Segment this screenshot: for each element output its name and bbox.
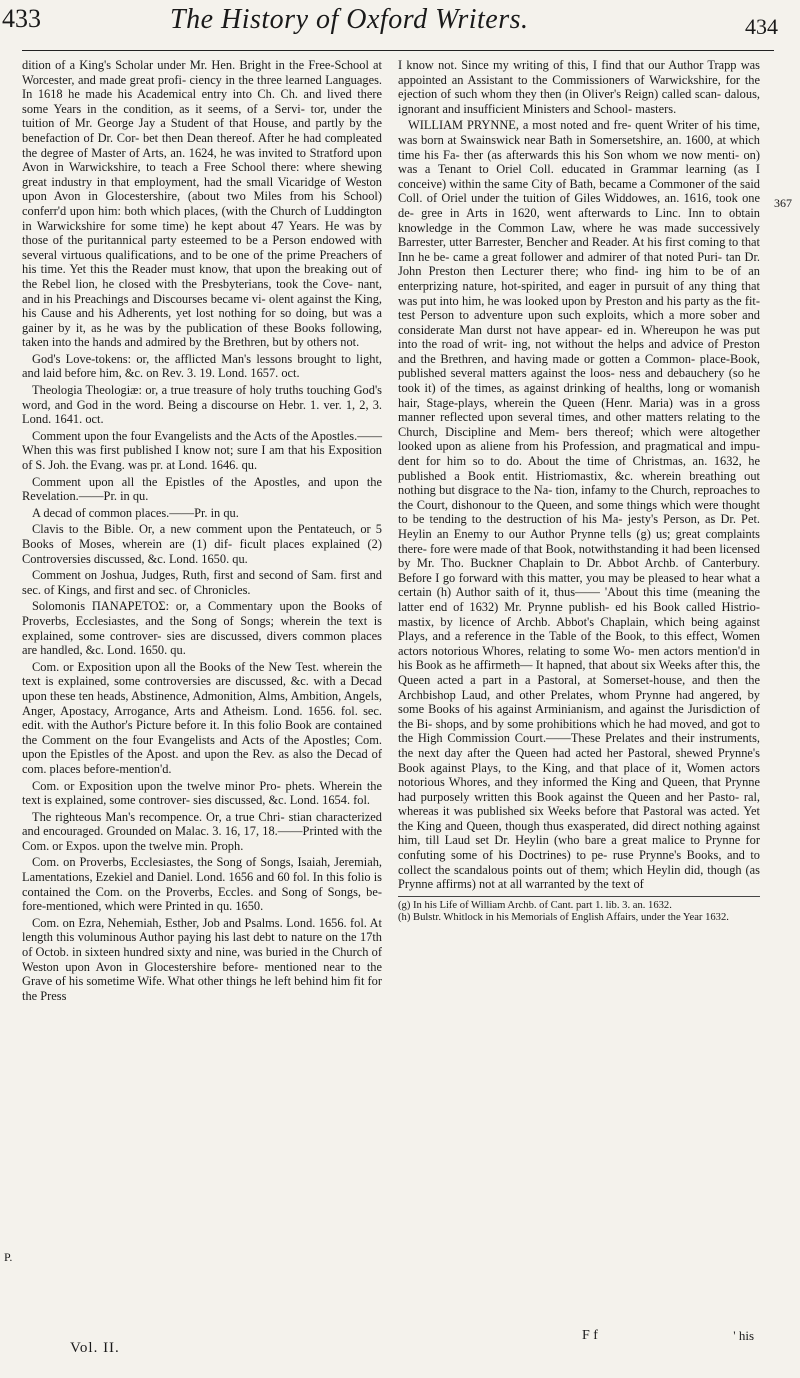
page-number-left: 433 [2, 4, 41, 33]
header-rule [22, 50, 774, 51]
volume-label: Vol. II. [70, 1340, 120, 1356]
margin-note-left: P. [4, 1250, 13, 1264]
left-paragraph: Solomonis ΠΑΝΑΡΕΤΟΣ: or, a Commentary upon the Books of Proverbs, Ecclesiastes, and the Song of Songs; wherein the text is explained, some controver- sies are discussed, divers common places are handled, &c. Lond. 1650. qu. [22, 599, 382, 658]
right-paragraph: I know not. Since my writing of this, I find that our Author Trapp was appointed an Assistant to the Commissioners of Warwickshire, for the ejection of such whom they then (in Oliver's Reign) called scan- dalous, ignorant and insufficient Ministers and School- masters. [398, 58, 760, 116]
left-paragraph: God's Love-tokens: or, the afflicted Man's lessons brought to light, and laid before him, &c. on Rev. 3. 19. Lond. 1657. oct. [22, 351, 382, 381]
left-paragraph: Comment upon all the Epistles of the Apostles, and upon the Revelation.——Pr. in qu. [22, 474, 382, 504]
left-column [22, 58, 382, 1005]
left-paragraph: Com. on Ezra, Nehemiah, Esther, Job and Psalms. Lond. 1656. fol. At length this voluminous Author paying his last debt to nature on the 17th of Octob. in sixteen hundred sixty and nine, was buried in the Church of Weston upon Avon in Glocestershire before- mentioned near to the Grave of his sometime Wife. What other things he left behind him fit for the Press [22, 915, 382, 1003]
left-paragraph: Com. on Proverbs, Ecclesiastes, the Song of Songs, Isaiah, Jeremiah, Lamentations, Ezekiel and Daniel. Lond. 1656 and 60 fol. In this folio is contained the Com. on the Proverbs, Eccles. and Song of Songs, be- fore-mentioned, which were Printed in qu. 1650. [22, 855, 382, 914]
page-header [0, 0, 800, 56]
footnotes [398, 896, 760, 925]
left-paragraph: The righteous Man's recompence. Or, a true Chri- stian characterized and encouraged. Grounded on Malac. 3. 16, 17, 18.——Printed with the Com. or Expos. upon the twelve min. Proph. [22, 809, 382, 853]
left-paragraph: Theologia Theologiæ: or, a true treasure of holy truths touching God's word, and God in the word. Being a discourse on Hebr. 1. ver. 1, 2, 3. Lond. 1641. oct. [22, 383, 382, 427]
signature-mark: F f [582, 1328, 598, 1343]
left-paragraph: Clavis to the Bible. Or, a new comment upon the Pentateuch, or 5 Books of Moses, wherein are (1) dif- ficult places explained (2) Controversies discussed, &c. Lond. 1650. qu. [22, 522, 382, 566]
left-paragraph: Comment upon the four Evangelists and the Acts of the Apostles.——When this was first published I know not; sure I am that his Exposition of S. Joh. the Evang. was pr. at Lond. 1646. qu. [22, 428, 382, 473]
right-paragraph: WILLIAM PRYNNE, a most noted and fre- quent Writer of his time, was born at Swainswick near Bath in Somersetshire, an. 1600, at which time his Fa- ther (as afterwards this his Son whom we now menti- on) was a Tenant to Oriel Coll. educated in Grammar learning (as I conceive) within the same City of Bath, became a Commoner of the said Coll. of Oriel under the tuition of Giles Widdowes, an. 1616, took one de- gree in Arts in 1620, went afterwards to Linc. Inn to obtain knowledge in the Common Law, where he was made successively Barrester, utter Barrester, Bencher and Reader. At his first coming to that Inn he be- came a great follower and admirer of that noted Puri- tan Dr. John Preston then Lecturer there; who find- ing him to be of an enterprizing nature, hot-spirited, and eager in pursuit of any thing that was put into him, he was looked upon by Preston and his party as the fit- test Person to adventure upon such exploits, which a more sober and considerate Man durst not have appear- ed in. Whereupon he was put into the road of writ- ing, not without the helps and advice of Preston and the Brethren, and having made or gotten a Common- place-Book, published several matters against the loos- ness and debauchery (so he took it) of the times, as against drinking of healths, long or womanish hair, Stage-plays, wherein the Queen (Henr. Maria) was in a gross manner reflected upon several times, and other matters relating to the Church, Discipline and Mem- bers thereof; which were altogether looked upon as aliene from his Profession, and pragmatical and impu- dent for him so to do. About the time of Christmas, an. 1632, he published a Book entit. Histriomastix, &c. wherein breathing out nothing but disgrace to the Na- tion, infamy to the Church, reproaches to the Court, dishonour to the Queen, and some things which were thought to be tending to the destruction of his Ma- jesty's Person, as Dr. Pet. Heylin an Enemy to our Author Prynne tells (g) us; great complaints there- fore were made of that Book, notwithstanding it had been licensed by Mr. Tho. Buckner Chaplain to Dr. Abbot Archb. of Canterbury. Before I go forward with this matter, you may be pleased to hear what a certain (h) Author saith of it, thus—— 'About this time (meaning the latter end of 1632) Mr. Prynne publish- ed his Book called Histrio-mastix, by licence of Archb. Abbot's Chaplain, which being against Plays, and a reference in the Table of the Book, to this effect, Women actors notorious Whores, relating to some Wo- men actors mention'd in his Book as he affirmeth— It hapned, that about six Weeks after this, the Queen acted a part in a Pastoral, at Somerset-house, and then the Archbishop Laud, and other Prelates, whom Prynne had angered, by some Books of his against Arminianism, and against the Jurisdiction of the Bi- shops, and by some prohibitions which he had moved, and got to the High Commission Court.——These Prelates and their instruments, the next day after the Queen had acted her Pastoral, shewed Prynne's Book against Plays, to the King, and that place of it, Women actors notorious Whores, and they informed the King and Queen, that Prynne had purposely written this Book against the Queen and her Pasto- ral, whereas it was published six Weeks before that Pastoral was acted. Yet the King and Queen, though thus exasperated, did direct nothing against him, till Laud set Dr. Heylin (who bare a great malice to Prynne for confuting some of his Doctrines) to pe- ruse Prynne's Books, and to collect the scandalous points out of them; which Heylin did, though (as Prynne affirms) not at all warranted by the text of [398, 118, 760, 892]
left-paragraph: Com. or Exposition upon the twelve minor Pro- phets. Wherein the text is explained, some controver- sies discussed, &c. Lond. 1654. fol. [22, 778, 382, 808]
footnote: (g) In his Life of William Archb. of Cant. part 1. lib. 3. an. 1632. [398, 899, 672, 911]
right-column [398, 58, 760, 925]
page-footer [22, 1328, 774, 1370]
left-paragraph: A decad of common places.——Pr. in qu. [32, 505, 239, 520]
running-title: The History of Oxford Writers. [170, 4, 529, 35]
left-paragraph: Comment on Joshua, Judges, Ruth, first and second of Sam. first and sec. of Kings, and first and sec. of Chronicles. [22, 568, 382, 597]
footnote: (h) Bulstr. Whitlock in his Memorials of English Affairs, under the Year 1632. [398, 912, 729, 924]
margin-note-right: 367 [774, 196, 792, 210]
left-paragraph: dition of a King's Scholar under Mr. Hen. Bright in the Free-School at Worcester, and made great profi- ciency in the three learned Languages. In 1618 he made his Academical entry into Ch. Ch. and lived there some Years in the condition, as it seems, of a Servi- tor, under the tuition of Mr. George Jay a Student of that House, and partly by the benefaction of Dr. Cor- bet then Dean thereof. After he had compleated the degree of Master of Arts, an. 1624, he was invited to Stratford upon Avon in Warwickshire, to teach a Free School there: where shewing great industry in that employment, had the small Vicaridge of Weston upon Avon in Glocestershire, (about two Miles from his School) conferr'd upon him: both which places, (with the Church of Luddington in Warwickshire for some time) he kept about 47 Years. He was by those of the puritannical party esteemed to be a Person endowed with several virtuous qualifications, and to be one of the prime Preachers of his time. Yet this the Reader must know, that upon the breaking out of the Rebel lion, he closed with the Presbyterians, took the Cove- nant, and in his Preachings and Discourses became vi- olent against the King, his Cause and his Adherents, yet lost nothing for so doing, but was a gainer by it, as he was by the publication of these Books following, taken into the hands and admired by the Brethren, but by others not. [22, 58, 382, 350]
catchword: ' his [733, 1328, 754, 1343]
left-paragraph: Com. or Exposition upon all the Books of the New Test. wherein the text is explained, some controversies are discussed, &c. with a Decad upon these ten heads, Abstinence, Admonition, Alms, Ambition, Angels, Anger, Apostacy, Arrogance, Arts and Atheism. Lond. 1656. fol. sec. edit. with the Author's Picture before it. In this folio Book are contained the Comment on the four Evangelists and Acts of the Apostles; Com. upon the Epistles of the Apost. and upon the Rev. as also the Decad of com. places before-mention'd. [22, 659, 382, 776]
page-number-right: 434 [745, 14, 778, 39]
